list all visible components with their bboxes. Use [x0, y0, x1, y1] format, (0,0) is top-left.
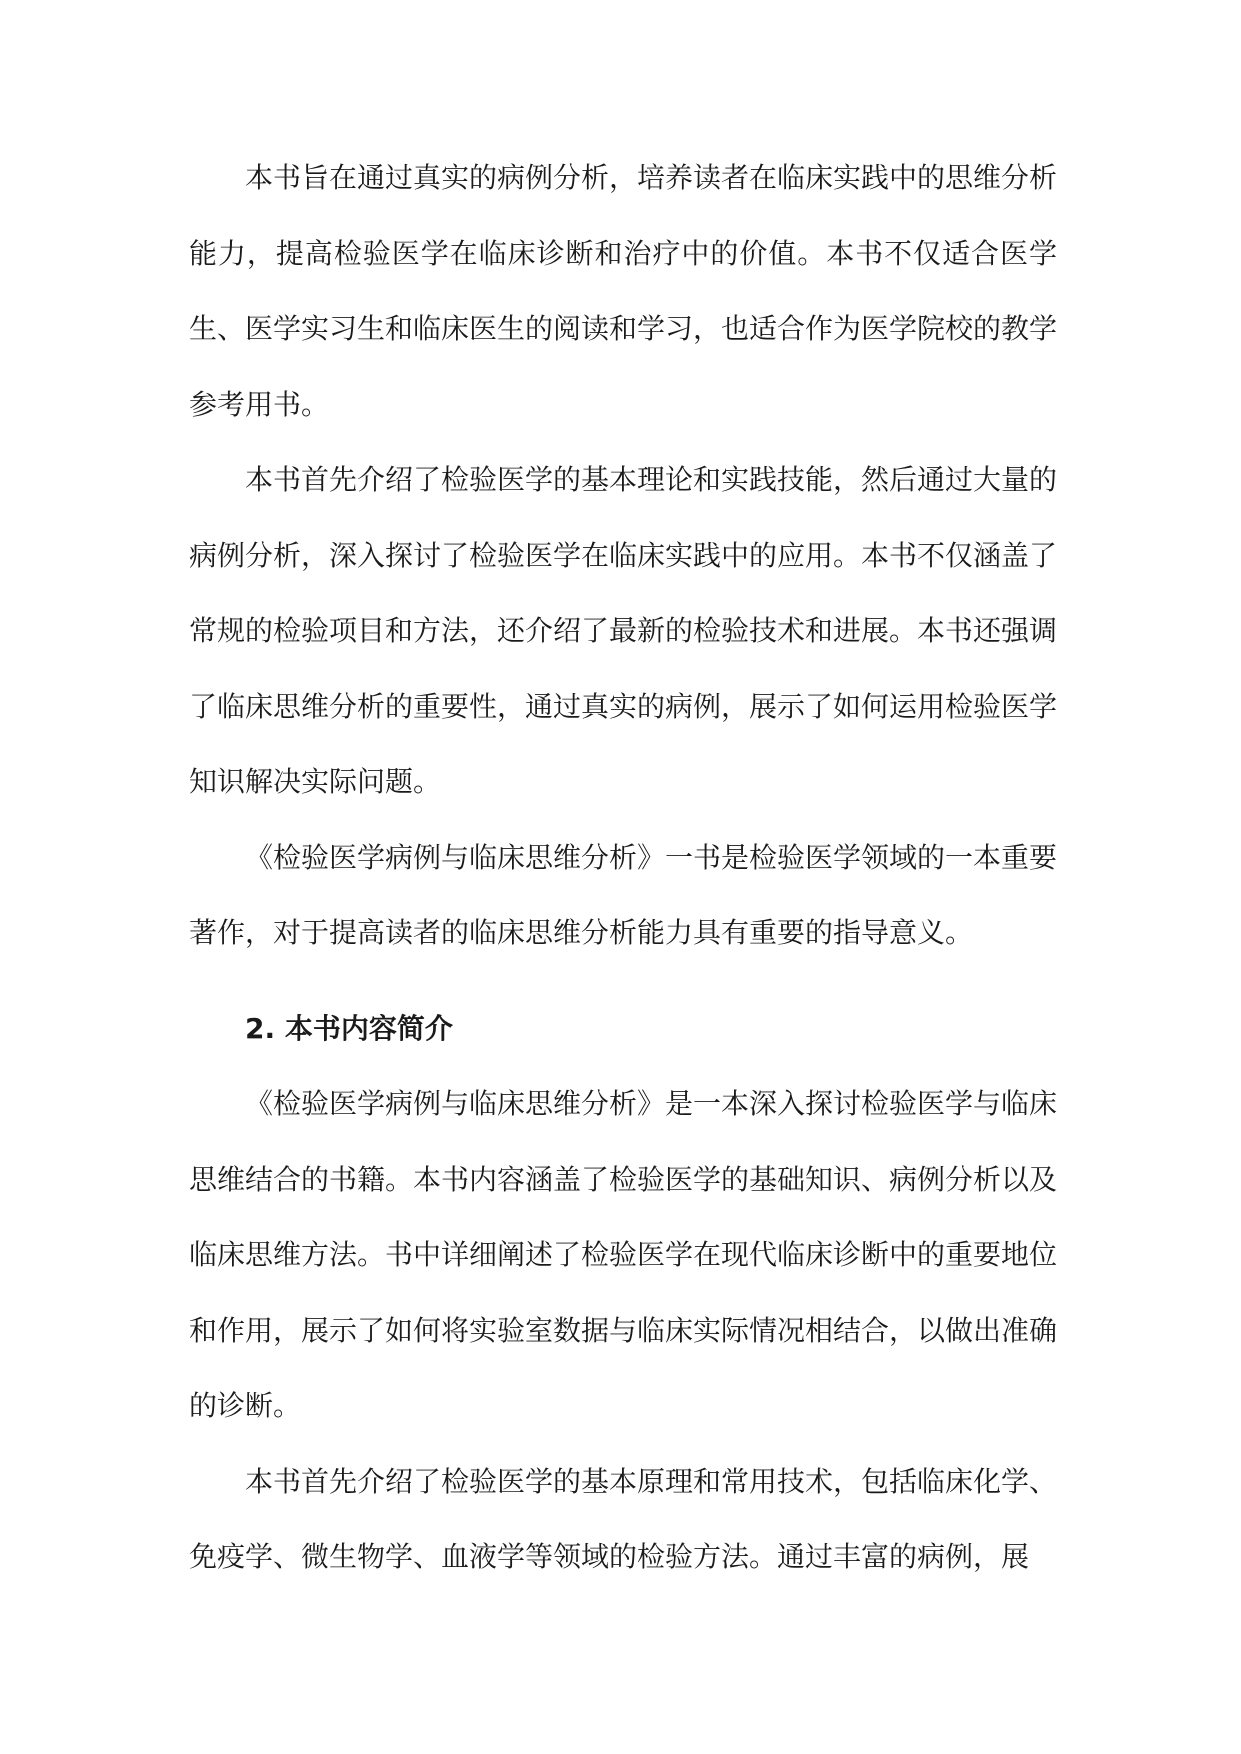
section-heading: 2. 本书内容简介 — [245, 1011, 453, 1045]
paragraph-content-summary: 《检验医学病例与临床思维分析》是一本深入探讨检验医学与临床思维结合的书籍。本书内容涵盖了检验医学的基础知识、病例分析以及临床思维方法。书中详细阐述了检验医学在现代临床诊断中的重要地位和作用，展示了如何将实验室数据与临床实际情况相结合，以做出准确的诊断。 — [189, 1087, 1058, 1422]
paragraph-book-significance: 《检验医学病例与临床思维分析》一书是检验医学领域的一本重要著作，对于提高读者的临床思维分析能力具有重要的指导意义。 — [189, 840, 1058, 949]
paragraph-book-overview: 本书首先介绍了检验医学的基本理论和实践技能，然后通过大量的病例分析，深入探讨了检验医学在临床实践中的应用。本书不仅涵盖了常规的检验项目和方法，还介绍了最新的检验技术和进展。本书还强调了临床思维分析的重要性，通过真实的病例，展示了如何运用检验医学知识解决实际问题。 — [189, 463, 1058, 798]
paragraph-content-methods: 本书首先介绍了检验医学的基本原理和常用技术，包括临床化学、免疫学、微生物学、血液学等领域的检验方法。通过丰富的病例，展 — [189, 1464, 1058, 1573]
paragraph-book-purpose: 本书旨在通过真实的病例分析，培养读者在临床实践中的思维分析能力，提高检验医学在临床诊断和治疗中的价值。本书不仅适合医学生、医学实习生和临床医生的阅读和学习，也适合作为医学院校的教学参考用书。 — [189, 161, 1058, 421]
page-body — [189, 140, 1057, 1595]
